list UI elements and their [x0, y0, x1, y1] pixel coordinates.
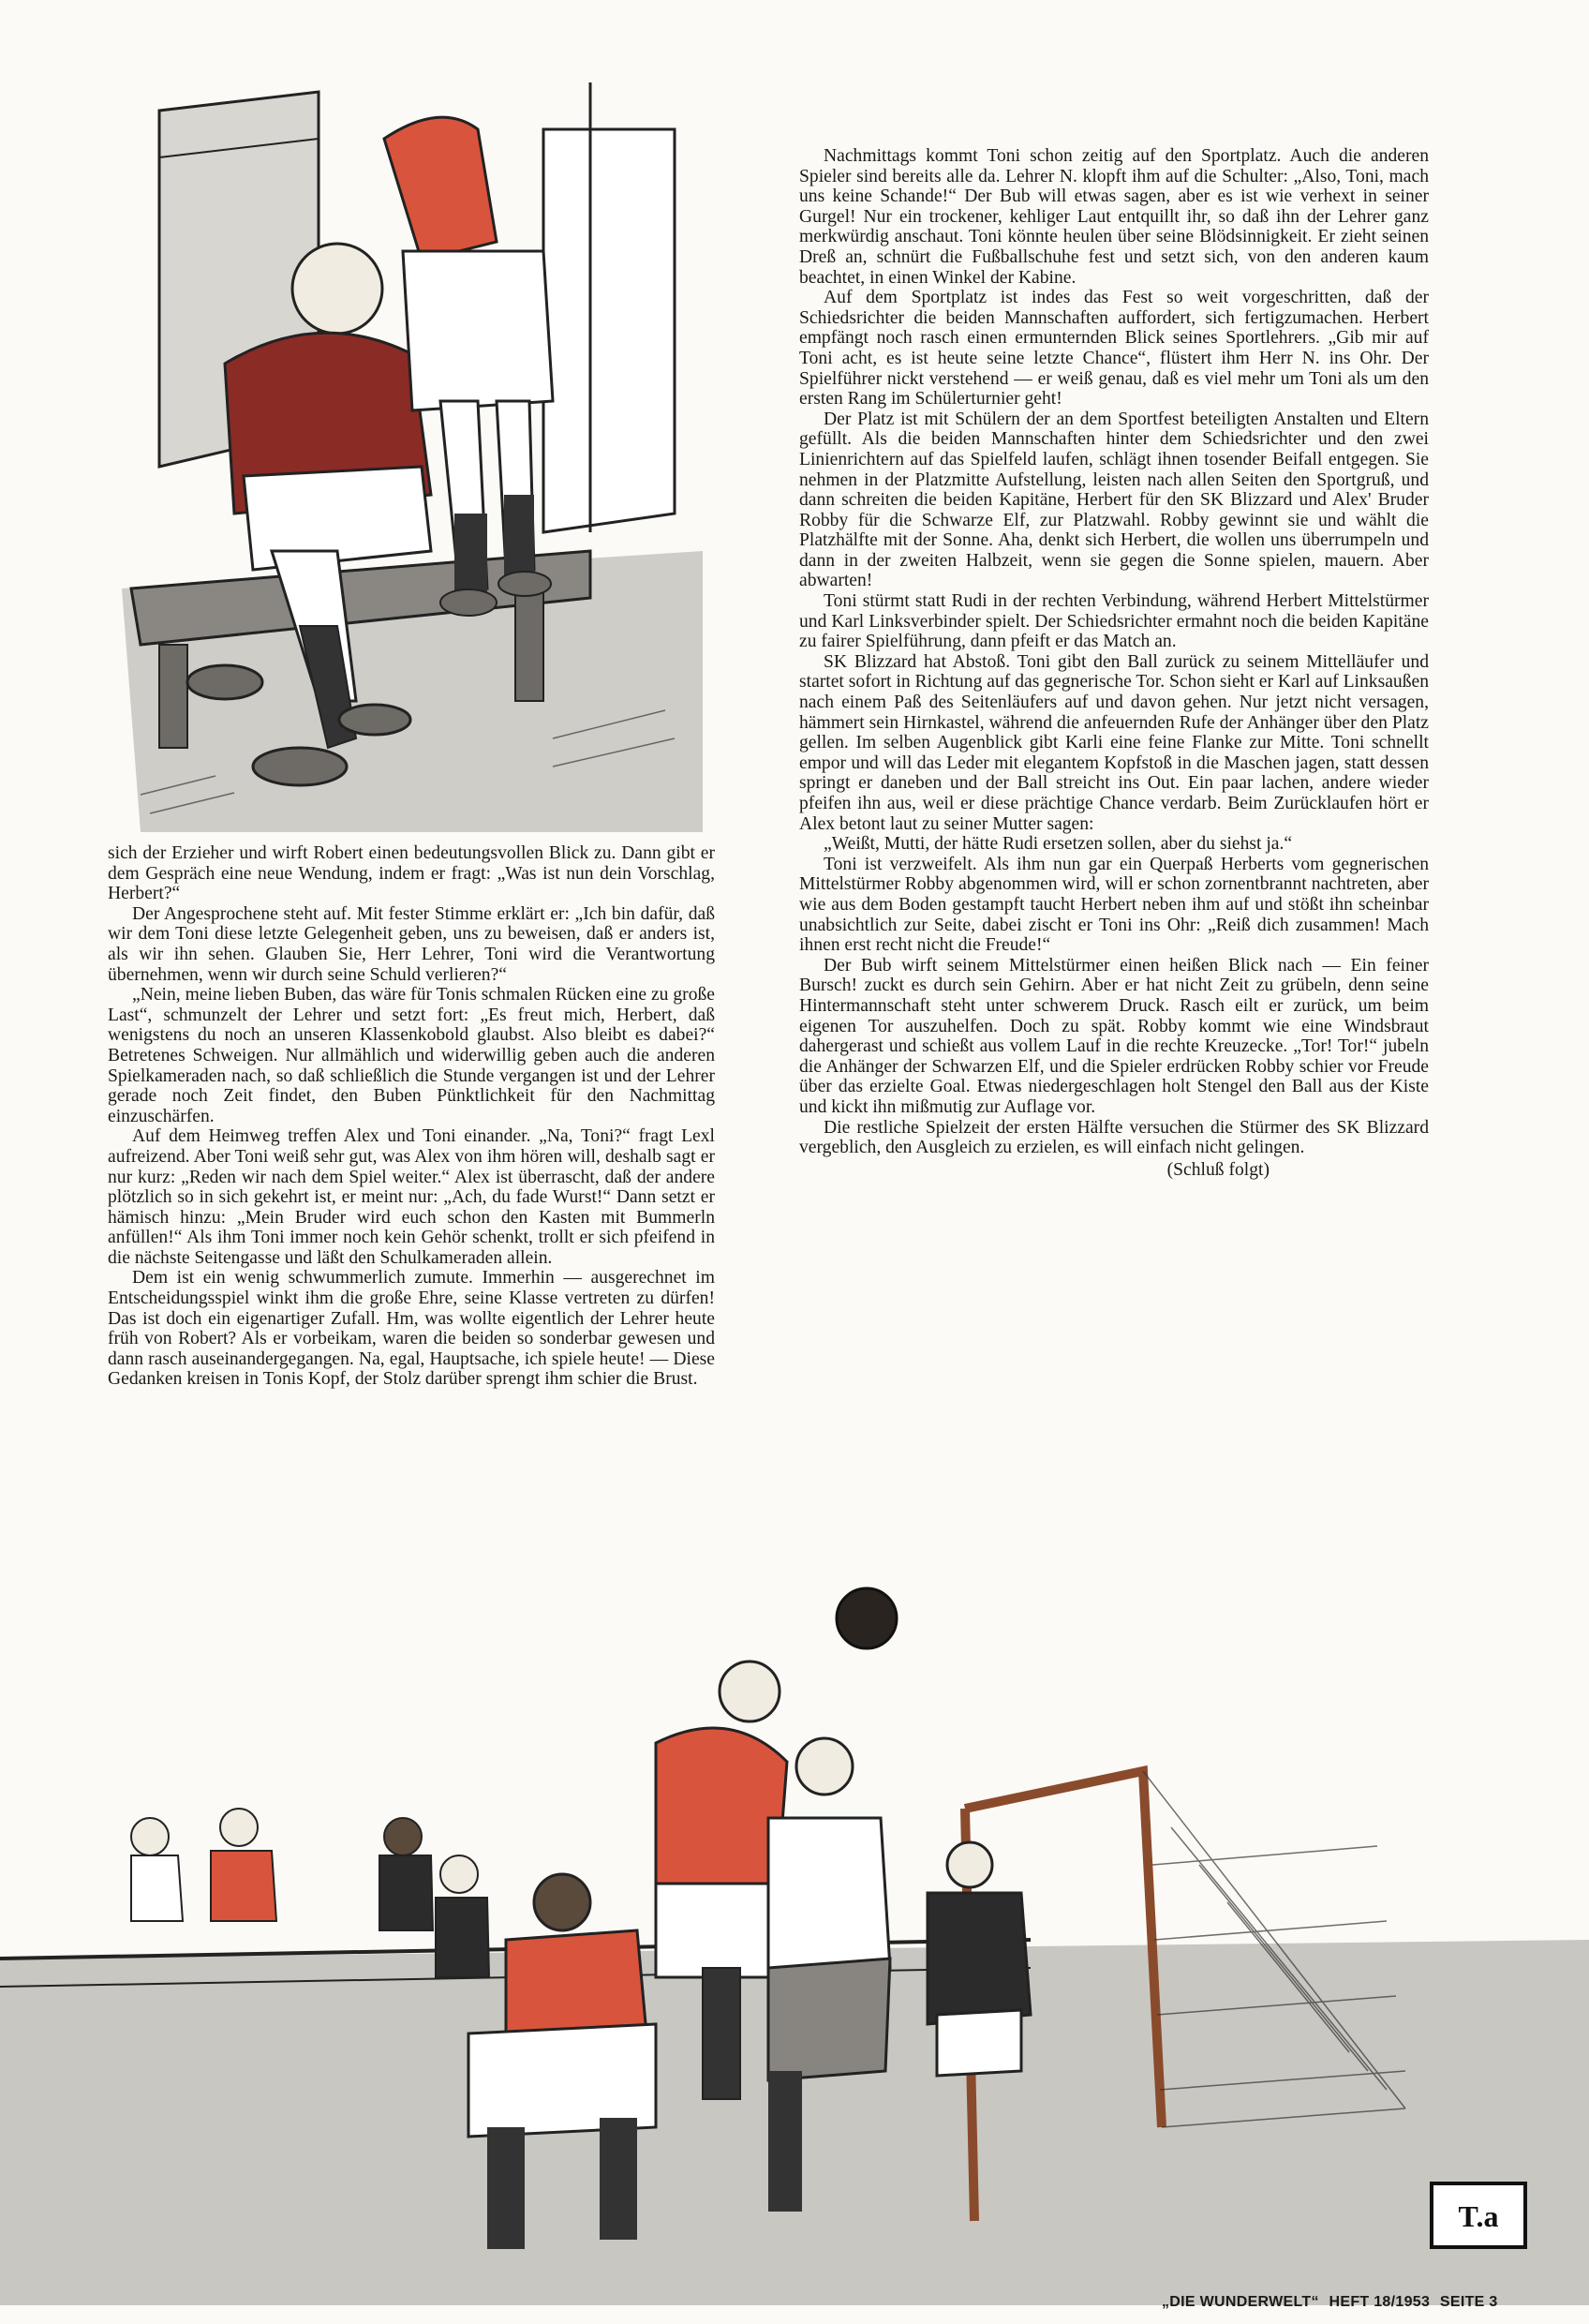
- paragraph: Der Angesprochene steht auf. Mit fester Stimme erklärt er: „Ich bin dafür, daß wir dem Toni diese letzte Gelegenheit geben, uns zu beweisen, daß er anders ist, als wir ihn sehen. Glauben Sie, Herr Lehrer, Toni wird die Verantwortung übernehmen, wenn wir durch seine Schuld verlieren?“: [108, 903, 715, 985]
- paragraph: „Weißt, Mutti, der hätte Rudi ersetzen sollen, aber du siehst ja.“: [824, 834, 1293, 855]
- artist-signature: T.a: [1458, 2199, 1499, 2233]
- paragraph: Toni ist verzweifelt. Als ihm nun gar ein Querpaß Herberts vom gegnerischen Mittelstürmer Robby abgenommen wird, will er schon zornentbrannt nachtreten, aber wie aus dem Boden gestampft taucht Herbert neben ihm auf und stößt ihn scheinbar unabsichtlich zur Seite, dabei zischt er Toni ins Ohr: „Reiß dich zusammen! Mach ihnen erst recht nicht die Freude!“: [799, 854, 1429, 956]
- paragraph: Toni stürmt statt Rudi in der rechten Verbindung, während Herbert Mittelstürmer und Karl Linksverbinder spielt. Der Schiedsrichter ermahnt noch die beiden Kapitäne zu fairer Spielführung, dann pfeift er das Match an.: [799, 591, 1429, 652]
- paragraph: „Nein, meine lieben Buben, das wäre für Tonis schmalen Rücken eine zu große Last“, schmunzelt der Lehrer und setzt fort: „Es freut mich, Herbert, daß wenigstens du noch an unseren Klassenkobold glaubst. Also bleibt es dabei?“ Betretenes Schweigen. Nur allmählich und widerwillig geben auch die anderen Spielkameraden nach, so daß schließlich die Stunde vergangen ist und der Lehrer gerade noch Zeit findet, den Buben Pünktlichkeit für den Nachmittag einzuschärfen.: [108, 985, 715, 1126]
- page-number: SEITE 3: [1439, 2294, 1498, 2310]
- paragraph: sich der Erzieher und wirft Robert einen bedeutungsvollen Blick zu. Dann gibt er dem Gespräch eine neue Wendung, indem er fragt: „Was ist nun dein Vorschlag, Herbert?“: [108, 843, 715, 904]
- paragraph: Dem ist ein wenig schwummerlich zumute. Immerhin — ausgerechnet im Entscheidungsspiel winkt ihm die große Ehre, seine Klasse vertreten zu dürfen! Das ist doch ein eigenartiger Zufall. Hm, was wollte eigentlich der Lehrer heute früh von Robert? Als er vorbeikam, waren die beiden so sonderbar gewesen und dann rasch auseinandergegangen. Na, egal, Hauptsache, ich spiele heute! — Diese Gedanken kreisen in Tonis Kopf, der Stolz darüber sprengt ihm schier die Brust.: [108, 1268, 715, 1390]
- paragraph: Nachmittags kommt Toni schon zeitig auf den Sportplatz. Auch die anderen Spieler sind bereits alle da. Lehrer N. klopft ihm auf die Schulter: „Also, Toni, mach uns keine Schande!“ Der Bub will etwas sagen, aber es ist wie verhext in seiner Gurgel! Nur ein trockener, kehliger Laut entquillt ihr, so daß ihn der Lehrer ganz merkwürdig anschaut. Toni könnte heulen über seine Blödsinnigkeit. Er zieht seinen Dreß an, schnürt die Fußballschuhe fest und setzt sich, von den anderen kaum beachtet, in einen Winkel der Kabine.: [799, 146, 1429, 288]
- paragraph: Der Bub wirft seinem Mittelstürmer einen heißen Blick nach — Ein feiner Bursch! zuckt es durch sein Gehirn. Aber er hat nicht Zeit zu grübeln, denn seine Hintermannschaft steht unter schwerem Druck. Rasch eilt er zurück, um beim eigenen Tor auszuhelfen. Doch zu spät. Robby kommt wie eine Windsbraut dahergerast und schießt aus vollem Lauf in die rechte Kreuzecke. „Tor! Tor!“ jubeln die Anhänger der Schwarzen Elf, und die Spieler erdrücken Robby schier vor Freude über das erzielte Goal. Etwas niedergeschlagen holt Stengel den Ball aus der Kiste und kickt ihn mißmutig zur Auflage vor.: [799, 955, 1429, 1117]
- paragraph: Die restliche Spielzeit der ersten Hälfte versuchen die Stürmer des SK Blizzard vergeblich, den Ausgleich zu erzielen, es will einfach nicht gelingen.: [799, 1117, 1429, 1158]
- paragraph: Der Platz ist mit Schülern der an dem Sportfest beteiligten Anstalten und Eltern gefüllt. Als die beiden Mannschaften hinter dem Schiedsrichter und den zwei Linienrichtern auf das Spielfeld laufen, schlägt ihnen tosender Beifall entgegen. Sie nehmen in der Platzmitte Aufstellung, leisten nach allen Seiten den Sportgruß, und dann schreiten die beiden Kapitäne, Herbert für den SK Blizzard und Alex' Bruder Robby für die Schwarze Elf, zur Platzwahl. Robby gewinnt sie und wählt die Platzhälfte mit der Sonne. Aha, denkt sich Herbert, die wollen uns überrumpeln und dann in der zweiten Halbzeit, wenn sie gegen die Sonne spielen, mauern. Aber abwarten!: [799, 409, 1429, 591]
- paragraph: SK Blizzard hat Abstoß. Toni gibt den Ball zurück zu seinem Mittelläufer und startet sofort in Richtung auf das gegnerische Tor. Schon sieht er Karl auf Linksaußen nach einem Paß des Seitenläufers auf und davon gehen. Nur jetzt nicht versagen, hämmert sein Hirnkastel, während die anfeuernden Rufe der Anhänger über den Platz gellen. Im selben Augenblick gibt Karli eine feine Flanke zur Mitte. Toni schnellt empor und will das Leder mit elegantem Kopfstoß in die Maschen jagen, statt dessen springt er daneben und der Ball streicht ins Out. Ein paar lachen, andere wieder pfeifen ihn aus, weil er diese prächtige Chance verdarb. Beim Zurücklaufen hört er Alex betont laut zu seiner Mutter sagen:: [799, 651, 1429, 834]
- paragraph: Auf dem Heimweg treffen Alex und Toni einander. „Na, Toni?“ fragt Lexl aufreizend. Aber Toni weiß sehr gut, was Alex von ihm hören will, deshalb sagt er nur kurz: „Reden wir nach dem Spiel weiter.“ Alex ist überrascht, daß der andere plötzlich so in sich gekehrt ist, er meint nur: „Ach, du fade Wurst!“ Dann setzt er hämisch hinzu: „Mein Bruder wird euch schon den Kasten mit Bummerln anfüllen!“ Als ihm Toni immer noch kein Gehör schenkt, trollt er sich pfeifend in die nächste Seitengasse und läßt den Schulkameraden allein.: [108, 1126, 715, 1268]
- page-footer: [1162, 2294, 1504, 2311]
- issue-number: HEFT 18/1953: [1329, 2294, 1431, 2310]
- article-left-column: [108, 843, 715, 1390]
- locker-room-illustration: [103, 26, 707, 832]
- football-match-illustration: [0, 1584, 1589, 2305]
- article-right-column: [799, 146, 1429, 1180]
- magazine-title: „DIE WUNDERWELT“: [1162, 2294, 1319, 2310]
- paragraph: Auf dem Sportplatz ist indes das Fest so weit vorgeschritten, daß der Schiedsrichter die beiden Mannschaften auffordert, sich fertigzumachen. Herbert empfängt noch rasch einen ermunternden Blick seines Sportlehrers. „Gib mir auf Toni acht, es ist heute seine letzte Chance“, flüstert ihm Herr N. ins Ohr. Der Spielführer nickt verstehend — er weiß genau, daß es viel mehr um Toni als um den ersten Rang im Schülerturnier geht!: [799, 288, 1429, 410]
- to-be-continued-note: (Schluß folgt): [1166, 1159, 1270, 1180]
